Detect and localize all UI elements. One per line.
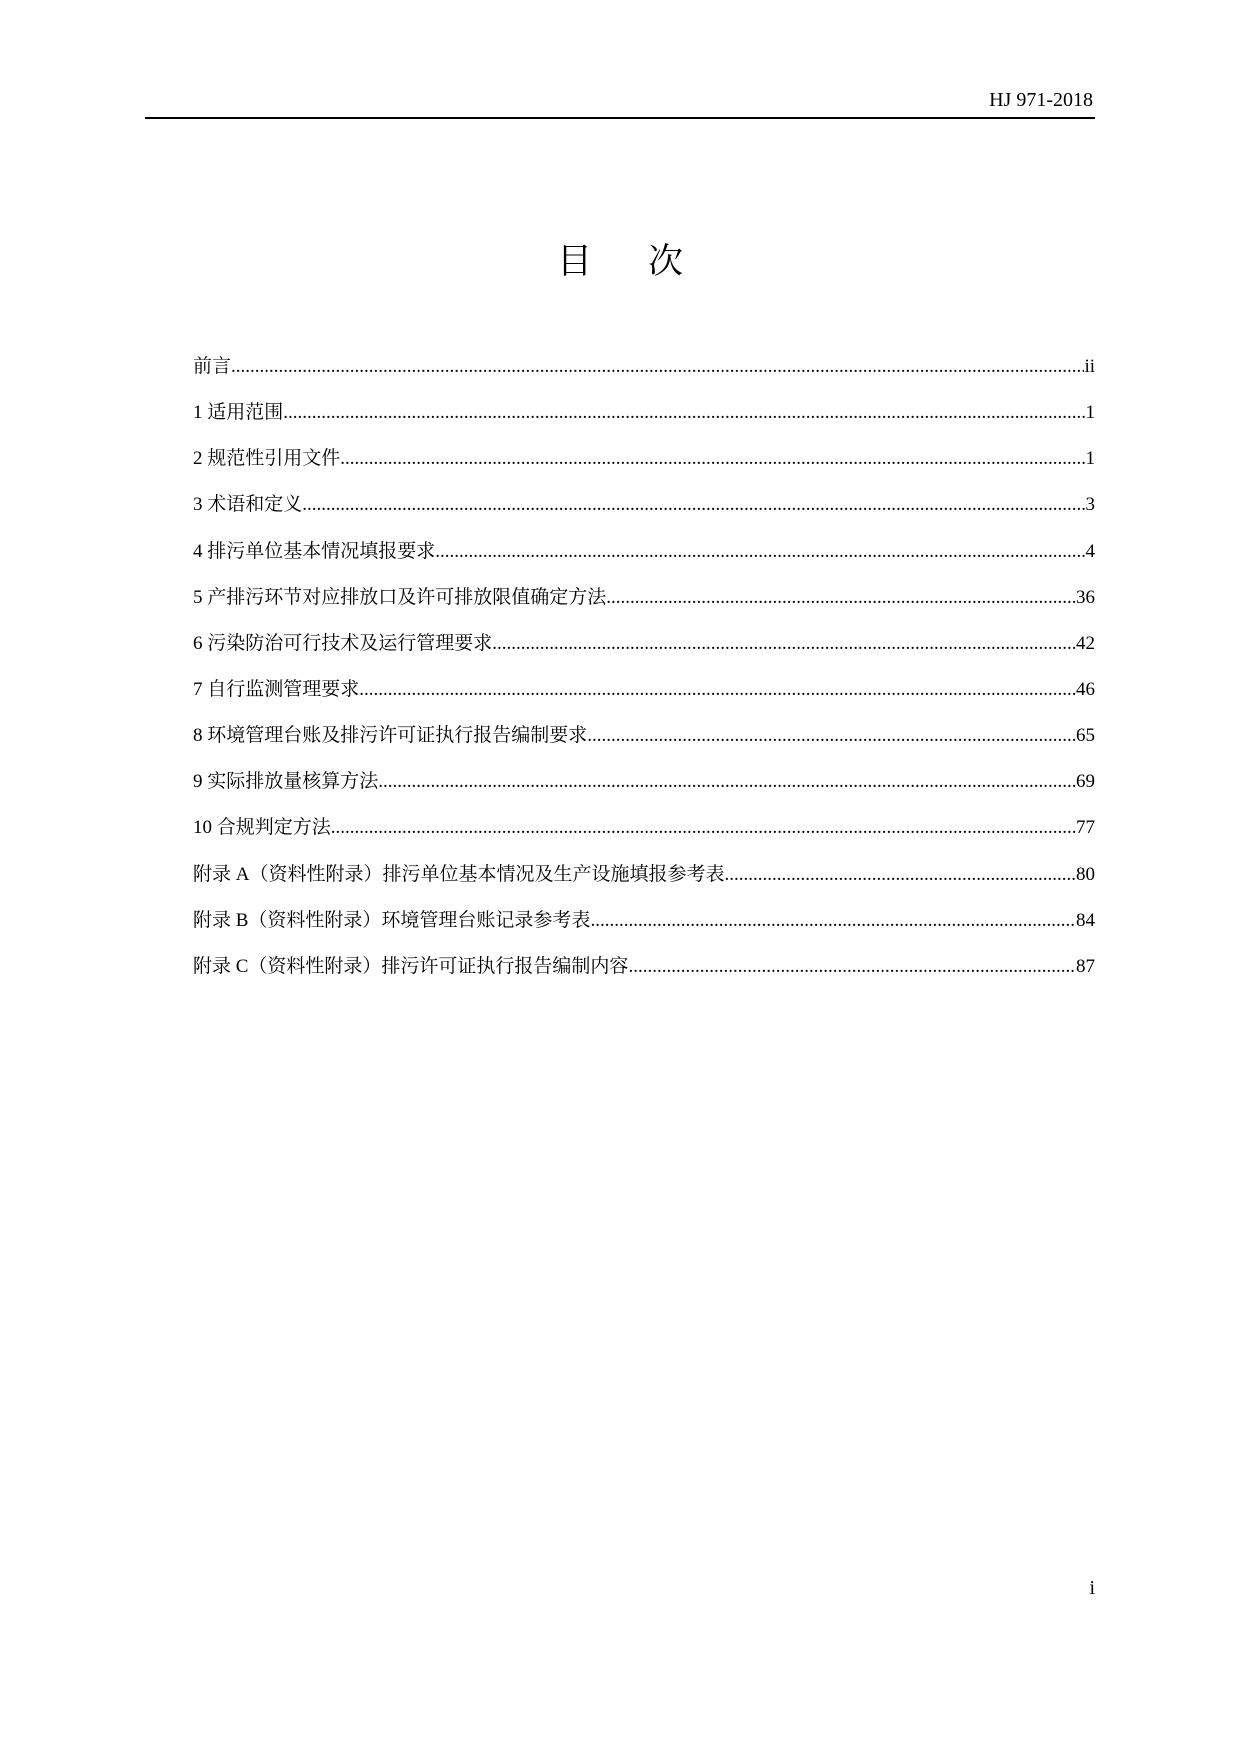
document-code: HJ 971-2018 <box>989 89 1093 111</box>
toc-entry-page: 87 <box>1076 955 1095 977</box>
toc-entry-label: 附录 A（资料性附录）排污单位基本情况及生产设施填报参考表 <box>193 863 725 885</box>
toc-entry-page: 46 <box>1076 678 1095 700</box>
toc-entry-section-10[interactable] <box>193 813 1095 859</box>
toc-entry-label: 附录 B（资料性附录）环境管理台账记录参考表 <box>193 909 591 931</box>
page-header <box>145 86 1095 119</box>
toc-entry-label: 4 排污单位基本情况填报要求 <box>193 540 436 562</box>
toc-leader-dots <box>628 952 1076 982</box>
toc-entry-page: 80 <box>1076 863 1095 885</box>
toc-leader-dots <box>340 444 1085 474</box>
toc-entry-appendix-a[interactable] <box>193 860 1095 906</box>
toc-entry-section-5[interactable] <box>193 583 1095 629</box>
toc-entry-section-4[interactable] <box>193 537 1095 583</box>
toc-leader-dots <box>590 906 1076 936</box>
table-of-contents <box>193 352 1095 998</box>
toc-entry-section-7[interactable] <box>193 675 1095 721</box>
toc-entry-page: 36 <box>1076 586 1095 608</box>
toc-entry-label: 1 适用范围 <box>193 402 284 424</box>
toc-entry-preface[interactable] <box>193 352 1095 398</box>
toc-leader-dots <box>359 675 1076 705</box>
toc-entry-page: 65 <box>1076 725 1095 747</box>
toc-entry-label: 9 实际排放量核算方法 <box>193 771 379 793</box>
toc-title-part1: 目 <box>556 242 592 282</box>
toc-entry-section-8[interactable] <box>193 721 1095 767</box>
toc-entry-page: 1 <box>1085 402 1095 424</box>
toc-entry-section-1[interactable] <box>193 398 1095 444</box>
toc-title-part2: 次 <box>648 242 684 282</box>
toc-leader-dots <box>378 767 1076 797</box>
toc-entry-page: 1 <box>1085 448 1095 470</box>
toc-entry-page: 77 <box>1076 817 1095 839</box>
toc-entry-section-9[interactable] <box>193 767 1095 813</box>
toc-leader-dots <box>331 813 1076 843</box>
toc-entry-page: 4 <box>1085 540 1095 562</box>
toc-entry-page: ii <box>1084 356 1095 377</box>
toc-entry-label: 7 自行监测管理要求 <box>193 678 360 700</box>
toc-entry-section-2[interactable] <box>193 444 1095 490</box>
toc-entry-label: 2 规范性引用文件 <box>193 448 341 470</box>
toc-entry-label: 8 环境管理台账及排污许可证执行报告编制要求 <box>193 725 588 747</box>
toc-entry-section-6[interactable] <box>193 629 1095 675</box>
toc-leader-dots <box>606 583 1076 613</box>
page-number: i <box>1089 1577 1095 1599</box>
toc-entry-page: 42 <box>1076 632 1095 654</box>
toc-entry-label: 附录 C（资料性附录）排污许可证执行报告编制内容 <box>193 955 629 977</box>
toc-entry-label: 10 合规判定方法 <box>193 817 331 839</box>
toc-entry-page: 84 <box>1076 909 1095 931</box>
toc-entry-label: 5 产排污环节对应排放口及许可排放限值确定方法 <box>193 586 607 608</box>
toc-leader-dots <box>724 860 1076 890</box>
toc-entry-label: 3 术语和定义 <box>193 494 303 516</box>
toc-leader-dots <box>231 352 1084 382</box>
toc-leader-dots <box>587 721 1076 751</box>
toc-entry-page: 69 <box>1076 771 1095 793</box>
toc-leader-dots <box>435 537 1085 567</box>
toc-entry-page: 3 <box>1085 494 1095 516</box>
toc-entry-label: 前言 <box>193 356 232 377</box>
toc-entry-label: 6 污染防治可行技术及运行管理要求 <box>193 632 493 654</box>
toc-leader-dots <box>302 490 1085 520</box>
toc-entry-appendix-b[interactable] <box>193 906 1095 952</box>
toc-entry-appendix-c[interactable] <box>193 952 1095 998</box>
toc-entry-section-3[interactable] <box>193 490 1095 536</box>
toc-title <box>0 238 1240 286</box>
toc-leader-dots <box>283 398 1085 428</box>
toc-leader-dots <box>492 629 1076 659</box>
